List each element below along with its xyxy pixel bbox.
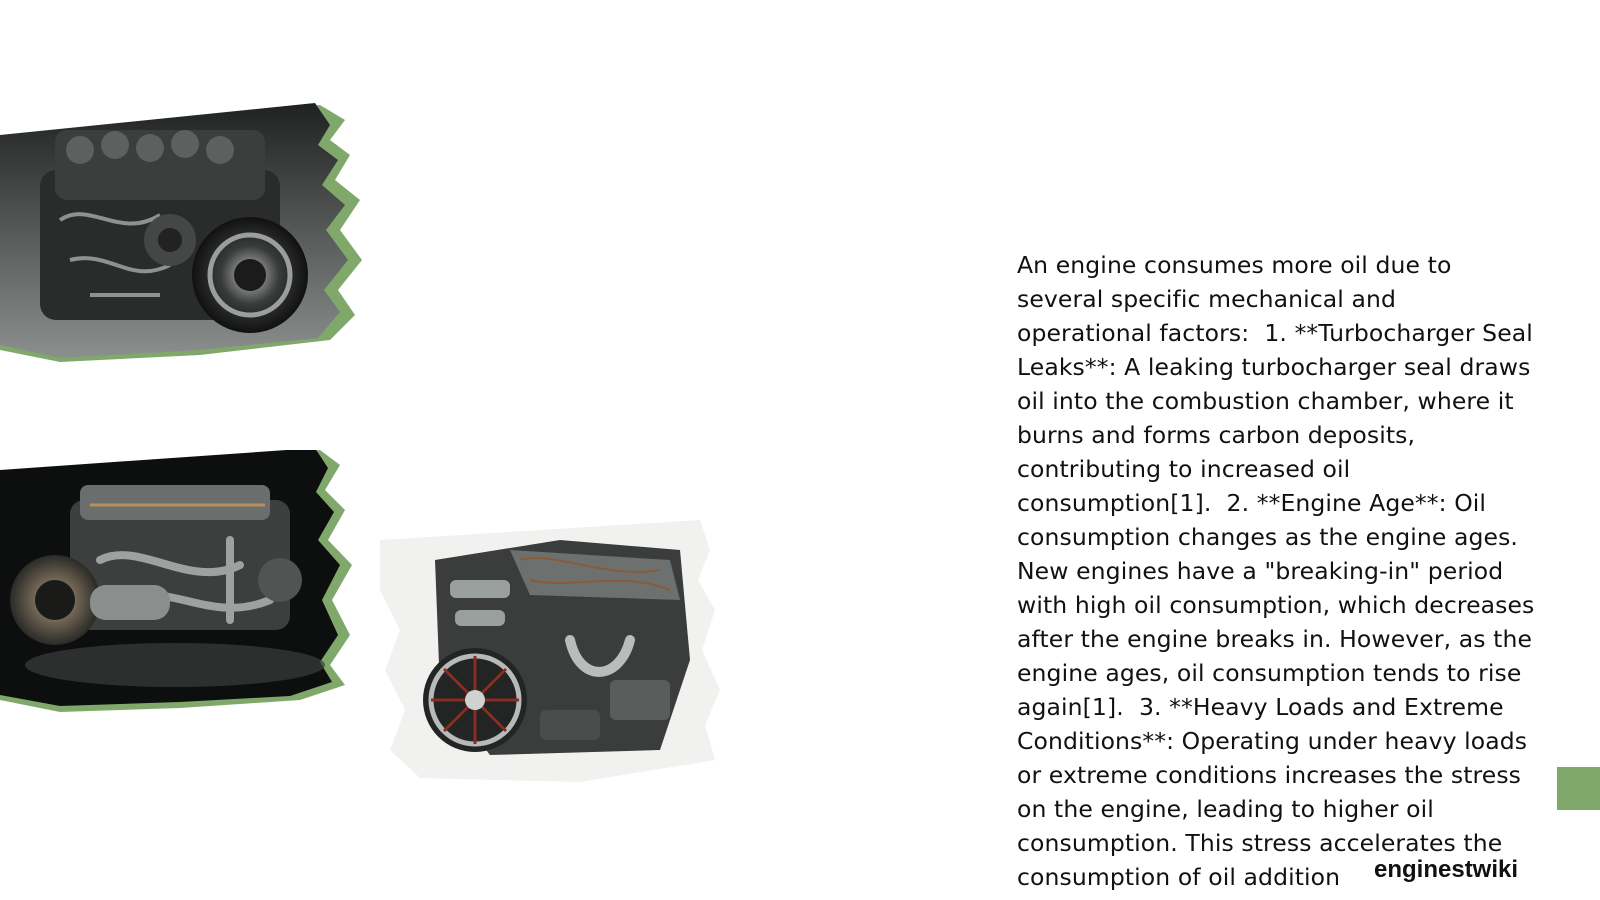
engine-photo-middle-left (0, 450, 370, 720)
watermark-logo: enginestwiki (1374, 856, 1519, 883)
engine-photo-bottom-center (380, 520, 740, 790)
accent-square (1557, 767, 1600, 810)
body-text: An engine consumes more oil due to several specific mechanical and operational factors: 1. **Turbocharger Seal Leaks**: A leaking turbocharger seal draws oil into the combustion chamber, where it burns and forms carbon deposits, contributing to increased oil consumption[1]. 2. **Engine Age**: Oil consumption changes as the engine ages. New engines have a "breaking-in" period with high oil consumption, which decreases after the engine breaks in. However, as the engine ages, oil consumption tends to rise again[1]. 3. **Heavy Loads and Extreme Conditions**: Operating under heavy loads or extreme conditions increases the stress on the engine, leading to higher oil consumption. This stress accelerates the consumption of oil addition (1017, 251, 1542, 891)
engine-photo-top-left (0, 100, 370, 370)
